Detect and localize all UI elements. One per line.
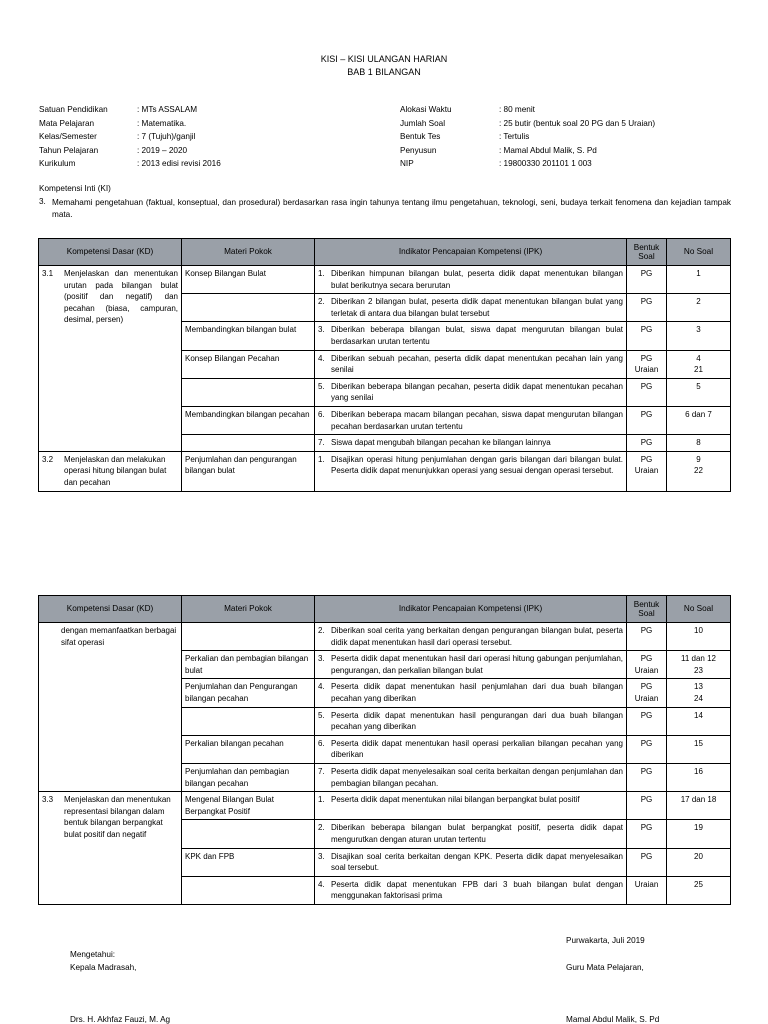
ipk-number: 3.: [318, 325, 325, 335]
no-soal-cell: 3: [667, 322, 731, 350]
ipk-number: 2.: [318, 823, 325, 833]
ipk-cell: [315, 322, 627, 350]
no-soal-cell: 2: [667, 294, 731, 322]
info-row: [400, 146, 655, 160]
ipk-number: 6.: [318, 409, 325, 419]
ipk-number: 2.: [318, 297, 325, 307]
materi-cell: [182, 294, 315, 322]
materi-cell: Konsep Bilangan Pecahan: [182, 350, 315, 378]
materi-cell: Penjumlahan dan pembagian bilangan pecahan: [182, 763, 315, 791]
kd-cell: [39, 623, 182, 792]
materi-cell: Mengenal Bilangan Bulat Berpangkat Positif: [182, 792, 315, 820]
no-soal-cell: 15: [667, 735, 731, 763]
info-row: [39, 105, 221, 119]
materi-cell: Membandingkan bilangan bulat: [182, 322, 315, 350]
materi-cell: [182, 623, 315, 651]
header-materi: Materi Pokok: [182, 596, 315, 623]
bentuk-soal-cell: PG: [627, 435, 667, 452]
info-value: : Matematika.: [137, 118, 187, 128]
ipk-number: 7.: [318, 766, 325, 776]
ipk-cell: [315, 266, 627, 294]
no-soal-cell: 9 22: [667, 451, 731, 491]
no-soal-cell: 14: [667, 707, 731, 735]
bentuk-soal-cell: PG: [627, 792, 667, 820]
ipk-cell: [315, 451, 627, 491]
ipk-number: 1.: [318, 454, 325, 464]
info-value: : MTs ASSALAM: [137, 105, 198, 114]
info-label: Bentuk Tes: [400, 132, 441, 141]
materi-cell: [182, 820, 315, 848]
bentuk-soal-cell: Uraian: [627, 876, 667, 904]
info-label: Mata Pelajaran: [39, 118, 95, 128]
header-bentuk-soal: Bentuk Soal: [627, 239, 667, 266]
table-row: [39, 792, 731, 820]
table-header-row: [39, 239, 731, 266]
ipk-cell: [315, 623, 627, 651]
ipk-number: 5.: [318, 710, 325, 720]
info-row: [400, 105, 655, 119]
ipk-cell: [315, 763, 627, 791]
ipk-number: 3.: [318, 851, 325, 861]
no-soal-cell: 17 dan 18: [667, 792, 731, 820]
ipk-cell: [315, 378, 627, 406]
ipk-text: Diberikan himpunan bilangan bulat, peserta didik dapat menentukan bilangan bulat berikutnya secara berurutan: [331, 269, 623, 290]
info-row: [39, 146, 221, 160]
ipk-cell: [315, 820, 627, 848]
materi-cell: [182, 435, 315, 452]
identity-right: [400, 105, 655, 173]
ipk-text: Peserta didik dapat menyelesaikan soal cerita berkaitan dengan penjumlahan dan pembagian bilangan pecahan.: [331, 766, 623, 788]
sign-guru-name: Mamal Abdul Malik, S. Pd: [566, 1015, 660, 1024]
info-label: Jumlah Soal: [400, 118, 446, 128]
materi-cell: [182, 707, 315, 735]
bentuk-soal-cell: PG Uraian: [627, 679, 667, 707]
table-row: [39, 266, 731, 294]
ipk-text: Peserta didik dapat menentukan hasil dari operasi hitung gabungan penjumlahan, pengurangan, dan perkalian bilangan bulat: [331, 654, 623, 675]
materi-cell: Konsep Bilangan Bulat: [182, 266, 315, 294]
ipk-text: Diberikan beberapa bilangan bulat berpangkat positif, peserta didik dapat mengurutkan dengan aturan urutan tertentu: [331, 823, 623, 844]
header-bentuk-soal: Bentuk Soal: [627, 596, 667, 623]
kd-text: dengan memanfaatkan berbagai sifat operasi: [61, 626, 177, 647]
sign-guru-role: Guru Mata Pelajaran,: [566, 963, 644, 972]
info-value: : 80 menit: [499, 105, 535, 114]
header-no-soal: No Soal: [667, 596, 731, 623]
table-row: [39, 623, 731, 651]
bentuk-soal-cell: PG: [627, 763, 667, 791]
ipk-text: Diberikan beberapa bilangan pecahan, peserta didik dapat menentukan pecahan yang senilai: [331, 381, 623, 403]
bentuk-soal-cell: PG: [627, 378, 667, 406]
no-soal-cell: 8: [667, 435, 731, 452]
kd-number: 3.1: [42, 269, 54, 278]
info-value: : Mamal Abdul Malik, S. Pd: [499, 145, 597, 155]
bentuk-soal-cell: PG Uraian: [627, 651, 667, 679]
bentuk-soal-cell: PG: [627, 294, 667, 322]
ipk-text: Diberikan beberapa bilangan bulat, siswa dapat mengurutan bilangan bulat berdasarkan urutan tertentu: [331, 325, 623, 346]
info-label: Alokasi Waktu: [400, 105, 452, 114]
ipk-text: Siswa dapat mengubah bilangan pecahan ke bilangan lainnya: [331, 438, 551, 448]
bentuk-soal-cell: PG: [627, 266, 667, 294]
table-header-row: [39, 596, 731, 623]
no-soal-cell: 5: [667, 378, 731, 406]
ipk-text: Peserta didik dapat menentukan nilai bilangan berpangkat bulat positif: [331, 795, 580, 805]
ipk-text: Disajikan soal cerita berkaitan dengan KPK. Peserta didik dapat menyelesaikan soal tersebut.: [331, 851, 623, 873]
materi-cell: Penjumlahan dan Pengurangan bilangan pecahan: [182, 679, 315, 707]
ipk-number: 4.: [318, 353, 325, 363]
ki-number: 3.: [39, 197, 46, 207]
ki-heading: Kompetensi Inti (KI): [39, 184, 111, 193]
bentuk-soal-cell: PG: [627, 820, 667, 848]
info-row: [39, 159, 221, 173]
ipk-text: Diberikan soal cerita yang berkaitan dengan pengurangan bilangan bulat, peserta didik dapat menentukan hasil dari operasi tersebut.: [331, 626, 623, 647]
kisi-table-2: [38, 595, 731, 905]
identity-left: [39, 105, 221, 173]
no-soal-cell: 4 21: [667, 350, 731, 378]
no-soal-cell: 11 dan 12 23: [667, 651, 731, 679]
no-soal-cell: 19: [667, 820, 731, 848]
ki-text: Memahami pengetahuan (faktual, konseptual, dan prosedural) berdasarkan rasa ingin tahunya tentang ilmu pengetahuan, teknologi, seni, budaya terkait fenomena dan kejadian tampak mata.: [52, 198, 731, 220]
no-soal-cell: 25: [667, 876, 731, 904]
ipk-text: Peserta didik dapat menentukan FPB dari 3 buah bilangan bulat dengan menggunakan faktorisasi prima: [331, 879, 623, 901]
table-row: [39, 451, 731, 491]
ipk-cell: [315, 406, 627, 434]
ipk-cell: [315, 651, 627, 679]
info-row: [39, 119, 221, 133]
bentuk-soal-cell: PG: [627, 322, 667, 350]
info-value: : 2013 edisi revisi 2016: [137, 159, 221, 168]
bentuk-soal-cell: PG: [627, 848, 667, 876]
ipk-cell: [315, 679, 627, 707]
materi-cell: [182, 378, 315, 406]
info-label: Kelas/Semester: [39, 132, 97, 141]
info-row: [400, 119, 655, 133]
bentuk-soal-cell: PG: [627, 735, 667, 763]
sign-kepala-role: Kepala Madrasah,: [70, 963, 137, 972]
kd-number: 3.3: [42, 795, 54, 805]
materi-cell: KPK dan FPB: [182, 848, 315, 876]
ipk-text: Peserta didik dapat menentukan hasil pengurangan dari dua buah bilangan pecahan yang diberikan: [331, 710, 623, 732]
bentuk-soal-cell: PG: [627, 623, 667, 651]
no-soal-cell: 6 dan 7: [667, 406, 731, 434]
ipk-number: 5.: [318, 381, 325, 391]
ipk-cell: [315, 435, 627, 452]
info-row: [400, 132, 655, 146]
header-materi: Materi Pokok: [182, 239, 315, 266]
ipk-number: 1.: [318, 269, 325, 278]
materi-cell: Perkalian bilangan pecahan: [182, 735, 315, 763]
header-ipk: Indikator Pencapaian Kompetensi (IPK): [315, 239, 627, 266]
ipk-text: Peserta didik dapat menentukan hasil penjumlahan dari dua buah bilangan pecahan yang diberikan: [331, 682, 623, 703]
ipk-text: Diberikan beberapa macam bilangan pecahan, siswa dapat mengurutan bilangan pecahan berdasarkan urutan tertentu: [331, 409, 623, 431]
kd-text: Menjelaskan dan melakukan operasi hitung bilangan bulat dan pecahan: [64, 454, 167, 487]
materi-cell: Penjumlahan dan pengurangan bilangan bulat: [182, 451, 315, 491]
header-no-soal: No Soal: [667, 239, 731, 266]
header-kd: Kompetensi Dasar (KD): [39, 239, 182, 266]
ipk-text: Diberikan sebuah pecahan, peserta didik dapat menentukan pecahan lain yang senilai: [331, 353, 623, 375]
ipk-cell: [315, 350, 627, 378]
info-value: : Tertulis: [499, 132, 530, 141]
info-value: : 25 butir (bentuk soal 20 PG dan 5 Uraian): [499, 118, 656, 128]
header-kd: Kompetensi Dasar (KD): [39, 596, 182, 623]
ipk-number: 4.: [318, 879, 325, 889]
document-title: KISI – KISI ULANGAN HARIAN: [320, 54, 448, 64]
materi-cell: Perkalian dan pembagian bilangan bulat: [182, 651, 315, 679]
info-row: [39, 132, 221, 146]
document-subtitle: BAB 1 BILANGAN: [347, 67, 421, 77]
info-value: : 2019 – 2020: [137, 145, 188, 155]
bentuk-soal-cell: PG Uraian: [627, 451, 667, 491]
kisi-table-1: [38, 238, 731, 492]
bentuk-soal-cell: PG: [627, 707, 667, 735]
sign-kepala-name: Drs. H. Akhfaz Fauzi, M. Ag: [70, 1015, 171, 1024]
ipk-cell: [315, 876, 627, 904]
ipk-number: 2.: [318, 626, 325, 635]
kd-cell: [39, 792, 182, 905]
ipk-text: Disajikan operasi hitung penjumlahan dengan garis bilangan dari bilangan bulat. Peserta didik dapat menunjukkan operasi yang sesuai dengan operasi tersebut.: [331, 454, 623, 476]
info-label: Penyusun: [400, 145, 437, 155]
kompetensi-inti: [39, 184, 731, 221]
ipk-number: 7.: [318, 438, 325, 448]
info-label: NIP: [400, 159, 414, 168]
ipk-number: 1.: [318, 795, 325, 805]
ipk-text: Peserta didik dapat menentukan hasil operasi perkalian bilangan pecahan yang diberikan: [331, 738, 623, 760]
info-row: [400, 159, 655, 173]
kd-cell: [39, 266, 182, 452]
no-soal-cell: 1: [667, 266, 731, 294]
header-ipk: Indikator Pencapaian Kompetensi (IPK): [315, 596, 627, 623]
ipk-number: 4.: [318, 682, 325, 692]
ipk-cell: [315, 735, 627, 763]
kd-cell: [39, 451, 182, 491]
no-soal-cell: 13 24: [667, 679, 731, 707]
kd-text: Menjelaskan dan menentukan urutan pada bilangan bulat (positif dan negatif) dan pecahan (biasa, campuran, desimal, persen): [64, 269, 178, 325]
info-value: : 19800330 201101 1 003: [499, 159, 592, 168]
ipk-number: 6.: [318, 738, 325, 748]
materi-cell: Membandingkan bilangan pecahan: [182, 406, 315, 434]
bentuk-soal-cell: PG Uraian: [627, 350, 667, 378]
info-label: Kurikulum: [39, 159, 76, 168]
ipk-text: Diberikan 2 bilangan bulat, peserta didik dapat menentukan bilangan bulat yang terletak di antara dua bilangan bulat tersebut: [331, 297, 623, 318]
ipk-cell: [315, 792, 627, 820]
ki-item: [39, 197, 731, 221]
info-value: : 7 (Tujuh)/ganjil: [137, 132, 196, 141]
sign-mengetahui: Mengetahui:: [70, 950, 116, 959]
ipk-cell: [315, 294, 627, 322]
sign-place-date: Purwakarta, Juli 2019: [566, 936, 645, 945]
kd-number: 3.2: [42, 454, 54, 464]
materi-cell: [182, 876, 315, 904]
no-soal-cell: 16: [667, 763, 731, 791]
info-label: Satuan Pendidikan: [39, 105, 108, 114]
ipk-number: 3.: [318, 654, 325, 664]
kd-text: Menjelaskan dan menentukan representasi bilangan dalam bentuk bilangan berpangkat bulat positif dan negatif: [64, 795, 171, 839]
ipk-cell: [315, 707, 627, 735]
no-soal-cell: 10: [667, 623, 731, 651]
ipk-cell: [315, 848, 627, 876]
bentuk-soal-cell: PG: [627, 406, 667, 434]
no-soal-cell: 20: [667, 848, 731, 876]
info-label: Tahun Pelajaran: [39, 145, 99, 155]
